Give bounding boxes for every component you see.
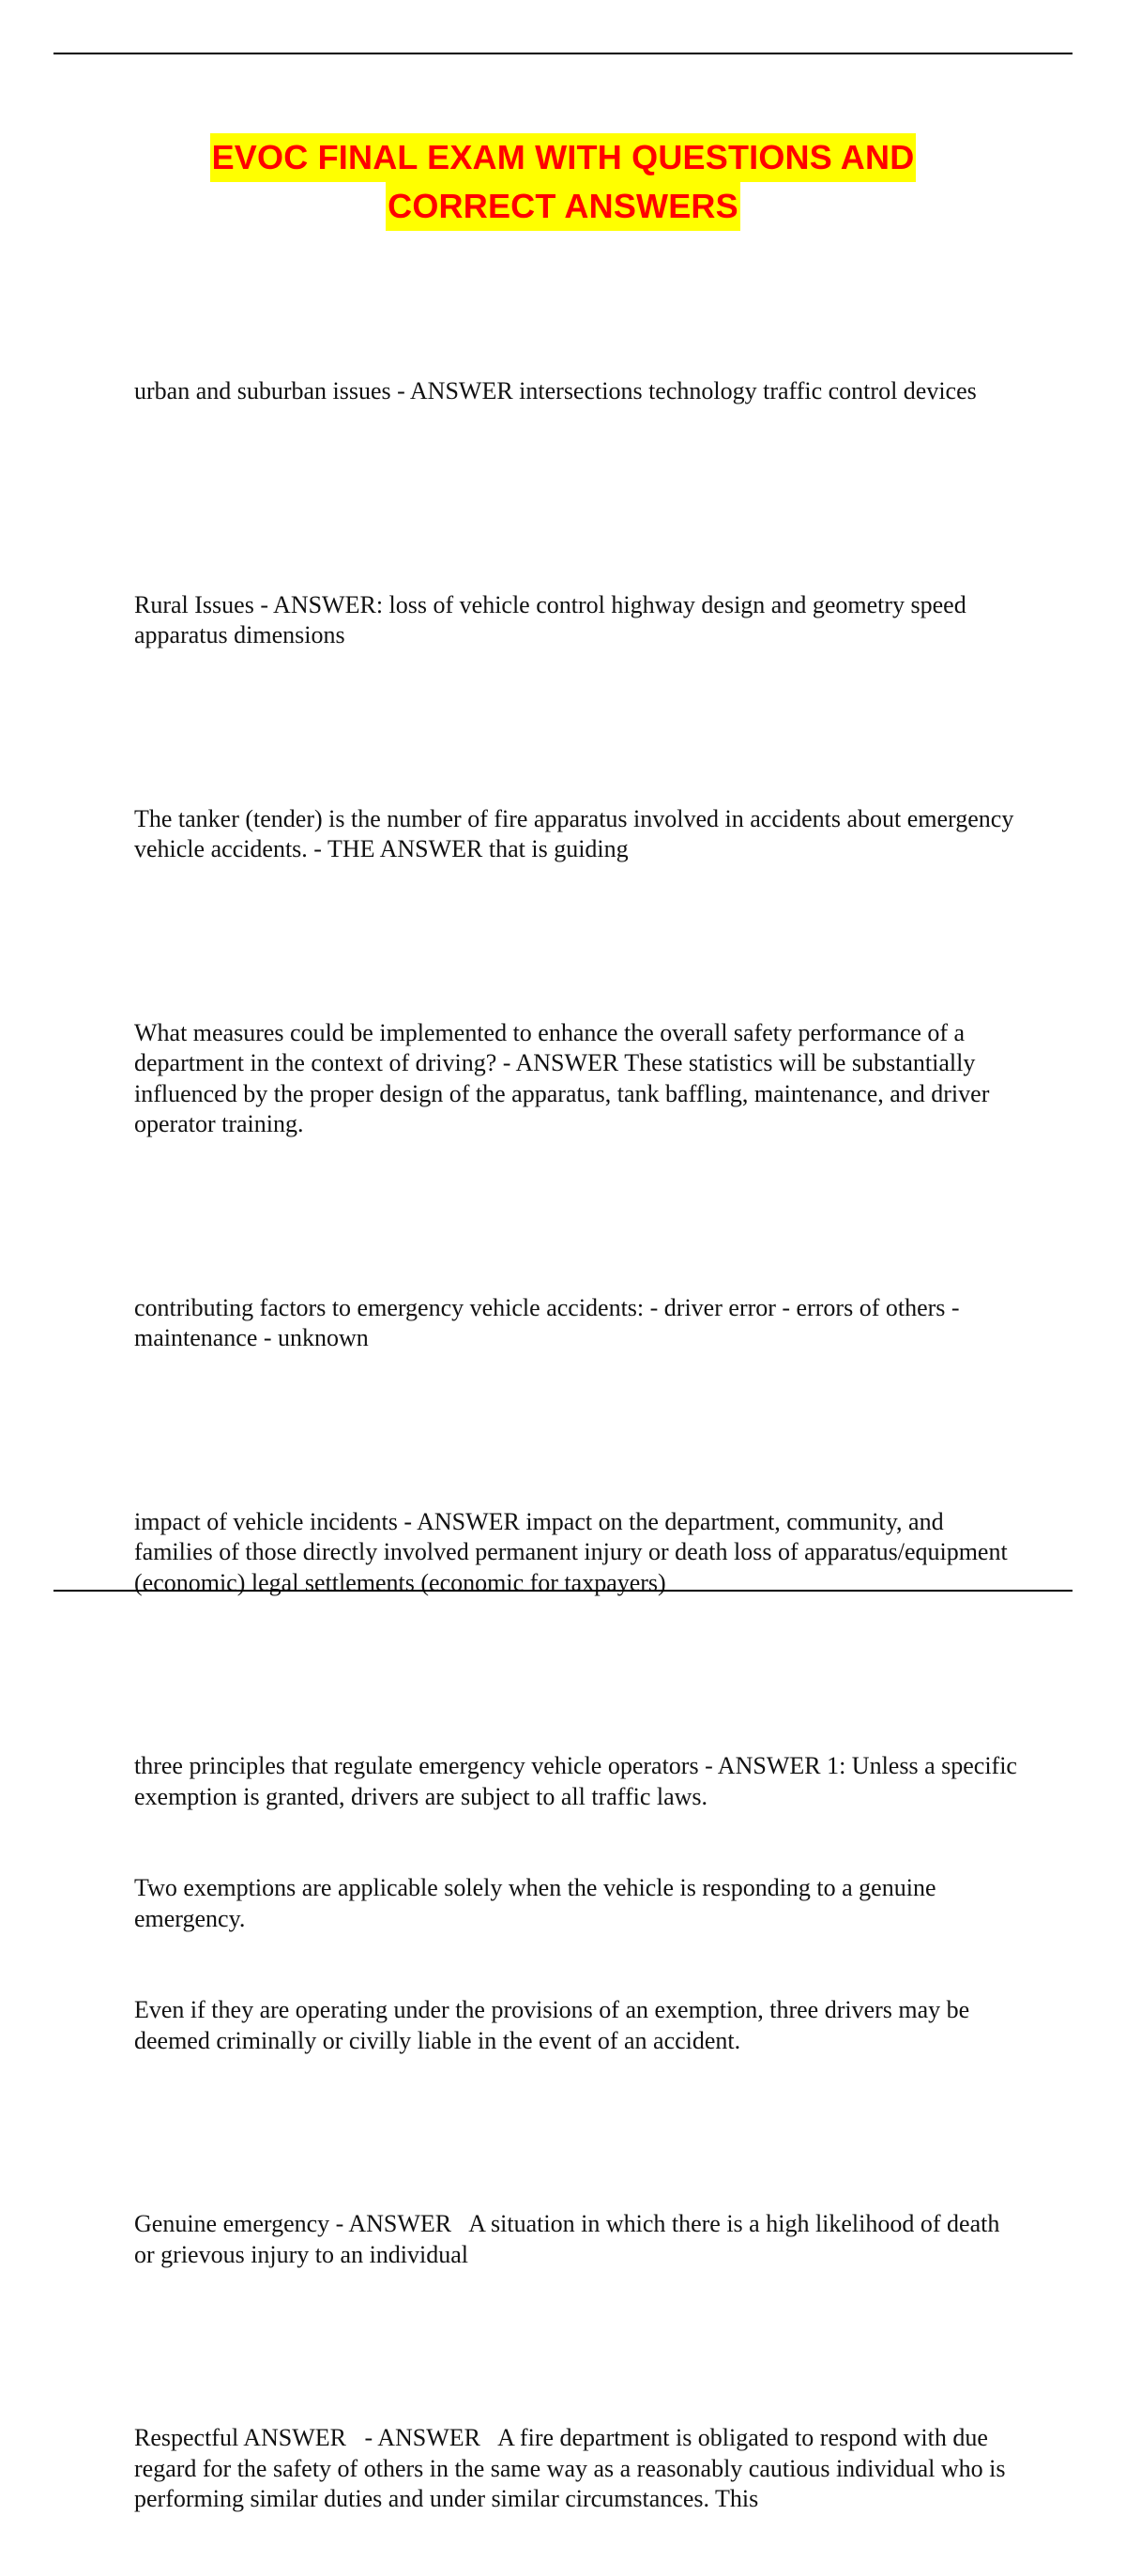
qa-entry-urban-suburban — [134, 315, 1026, 468]
qa-text: Respectful ANSWER - ANSWER A fire department is obligated to respond with due regard for the safety of others in the same way as a reasonably cautious individual who is performing similar duties and under similar circumstances. This — [134, 2424, 1012, 2512]
qa-entry-tanker — [134, 743, 1026, 926]
qa-text: three principles that regulate emergency vehicle operators - ANSWER 1: Unless a specific exemption is granted, drivers are subject to all traffic laws. — [134, 1752, 1024, 1810]
qa-text: impact of vehicle incidents - ANSWER impact on the department, community, and families of those directly involved permanent injury or death loss of apparatus/equipment (economic) legal settlements (economic for taxpayers) — [134, 1507, 1014, 1596]
qa-entry-rural — [134, 529, 1026, 712]
qa-text: Genuine emergency - ANSWER A situation in which there is a high likelihood of death or grievous injury to an individual — [134, 2210, 1006, 2268]
document-title — [0, 133, 1126, 231]
title-line-2: CORRECT ANSWERS — [386, 182, 740, 231]
qa-text: The tanker (tender) is the number of fire apparatus involved in accidents about emergency vehicle accidents. - THE ANSWER that is guiding — [134, 804, 1020, 862]
qa-text: Two exemptions are applicable solely when the vehicle is responding to a genuine emergency. — [134, 1874, 942, 1932]
header-rule — [53, 53, 1073, 54]
qa-text: Rural Issues - ANSWER: loss of vehicle control highway design and geometry speed apparatus dimensions — [134, 590, 973, 648]
qa-text: urban and suburban issues - ANSWER intersections technology traffic control devices — [134, 377, 977, 404]
qa-text: What measures could be implemented to enhance the overall safety performance of a department in the context of driving? - ANSWER These statistics will be substantially influenced by the proper design of the apparatus, tank baffling, maintenance, and driver operator training. — [134, 1018, 996, 1137]
qa-entry-genuine-emergency — [134, 2148, 1026, 2331]
qa-entry-contributing-factors — [134, 1232, 1026, 1415]
qa-text: Even if they are operating under the provisions of an exemption, three drivers may be deemed criminally or civilly liable in the event of an accident. — [134, 1996, 976, 2054]
document-body — [134, 315, 1026, 2576]
qa-entry-safety-measures — [134, 957, 1026, 1201]
qa-text: contributing factors to emergency vehicle accidents: - driver error - errors of others - maintenance - unknown — [134, 1293, 966, 1351]
qa-entry-three-principles — [134, 1690, 1026, 2117]
qa-entry-impact — [134, 1446, 1026, 1660]
title-line-1: EVOC FINAL EXAM WITH QUESTIONS AND — [210, 133, 917, 182]
footer-rule — [53, 1590, 1073, 1592]
qa-entry-respectful — [134, 2362, 1026, 2576]
